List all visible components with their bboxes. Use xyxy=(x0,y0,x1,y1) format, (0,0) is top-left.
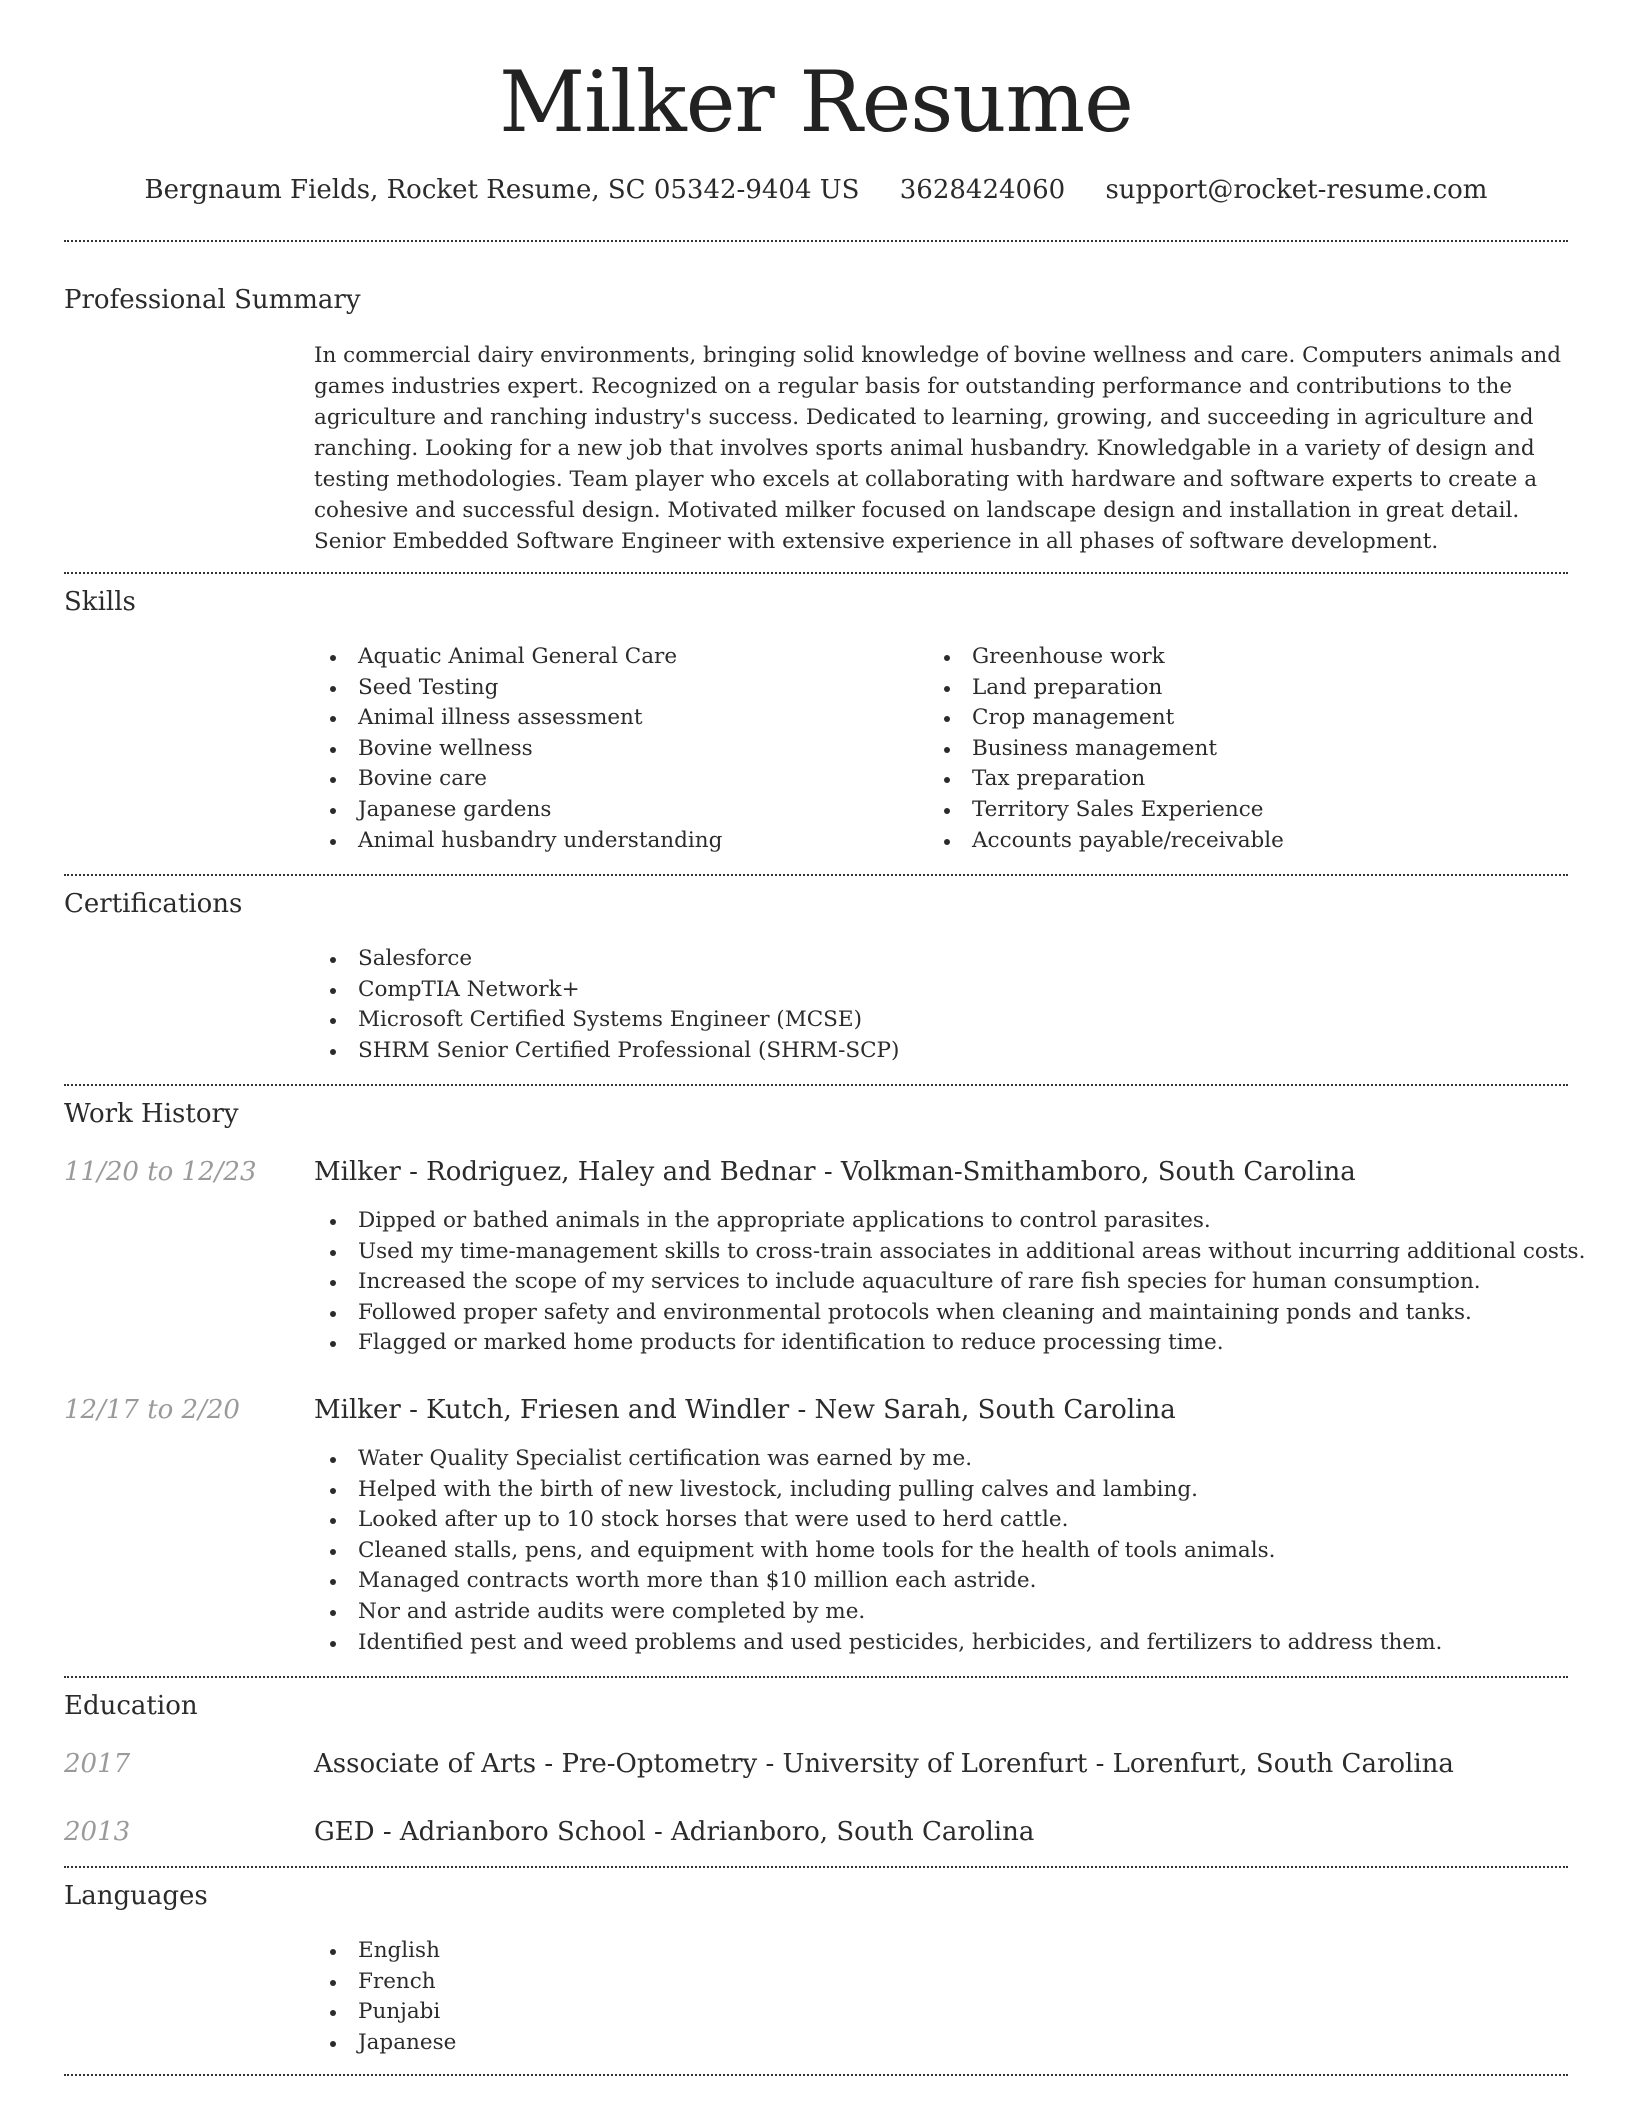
job-bullet: Looked after up to 10 stock horses that were used to herd cattle. xyxy=(314,1505,1442,1536)
section-divider xyxy=(64,2074,1568,2076)
job-bullet: Water Quality Specialist certification was earned by me. xyxy=(314,1444,1442,1475)
certification-item: SHRM Senior Certified Professional (SHRM-SCP) xyxy=(314,1036,899,1067)
section-divider xyxy=(64,1676,1568,1678)
education-title: Education xyxy=(64,1691,198,1721)
skill-item: Accounts payable/receivable xyxy=(928,826,1284,857)
education-entry: GED - Adrianboro School - Adrianboro, South Carolina xyxy=(314,1817,1035,1847)
section-divider xyxy=(64,1084,1568,1086)
job-bullet: Used my time-management skills to cross-train associates in additional areas without incurring additional costs. xyxy=(314,1237,1585,1268)
job-bullet: Managed contracts worth more than $10 million each astride. xyxy=(314,1566,1442,1597)
contact-address: Bergnaum Fields, Rocket Resume, SC 05342-9404 US xyxy=(144,175,860,205)
job-bullet: Helped with the birth of new livestock, including pulling calves and lambing. xyxy=(314,1475,1442,1506)
education-year: 2013 xyxy=(64,1817,131,1847)
education-entry: Associate of Arts - Pre-Optometry - University of Lorenfurt - Lorenfurt, South Carolina xyxy=(314,1749,1454,1779)
skill-item: Bovine care xyxy=(314,764,722,795)
skills-title: Skills xyxy=(64,587,136,617)
certifications-list xyxy=(314,944,899,1066)
section-divider xyxy=(64,240,1568,242)
skills-list-right xyxy=(928,642,1284,856)
resume-name: Milker Resume xyxy=(499,53,1133,151)
language-item: English xyxy=(314,1936,456,1967)
skill-item: Business management xyxy=(928,734,1284,765)
skill-item: Territory Sales Experience xyxy=(928,795,1284,826)
education-year: 2017 xyxy=(64,1749,131,1779)
job-heading: Milker - Rodriguez, Haley and Bednar - Volkman-Smithamboro, South Carolina xyxy=(314,1157,1356,1187)
job-bullet: Identified pest and weed problems and used pesticides, herbicides, and fertilizers to address them. xyxy=(314,1628,1442,1659)
certification-item: Microsoft Certified Systems Engineer (MCSE) xyxy=(314,1005,899,1036)
job-bullets xyxy=(314,1444,1442,1658)
language-item: French xyxy=(314,1967,456,1998)
skill-item: Bovine wellness xyxy=(314,734,722,765)
certifications-title: Certifications xyxy=(64,889,243,919)
job-bullet: Cleaned stalls, pens, and equipment with home tools for the health of tools animals. xyxy=(314,1536,1442,1567)
section-divider xyxy=(64,572,1568,574)
job-bullet: Nor and astride audits were completed by me. xyxy=(314,1597,1442,1628)
skill-item: Aquatic Animal General Care xyxy=(314,642,722,673)
skill-item: Land preparation xyxy=(928,673,1284,704)
skill-item: Japanese gardens xyxy=(314,795,722,826)
skill-item: Crop management xyxy=(928,703,1284,734)
skills-list-left xyxy=(314,642,722,856)
job-bullet: Dipped or bathed animals in the appropriate applications to control parasites. xyxy=(314,1206,1585,1237)
skill-item: Tax preparation xyxy=(928,764,1284,795)
work-history-title: Work History xyxy=(64,1099,239,1129)
contact-email: support@rocket-resume.com xyxy=(1105,175,1488,205)
job-dates: 11/20 to 12/23 xyxy=(64,1157,257,1187)
contact-phone: 3628424060 xyxy=(899,175,1066,205)
section-divider xyxy=(64,1866,1568,1868)
certification-item: Salesforce xyxy=(314,944,899,975)
job-heading: Milker - Kutch, Friesen and Windler - New Sarah, South Carolina xyxy=(314,1395,1176,1425)
skill-item: Greenhouse work xyxy=(928,642,1284,673)
job-bullet: Followed proper safety and environmental protocols when cleaning and maintaining ponds and tanks. xyxy=(314,1298,1585,1329)
languages-title: Languages xyxy=(64,1881,208,1911)
summary-title: Professional Summary xyxy=(64,285,361,315)
skill-item: Animal husbandry understanding xyxy=(314,826,722,857)
languages-list xyxy=(314,1936,456,2058)
job-bullet: Increased the scope of my services to include aquaculture of rare fish species for human consumption. xyxy=(314,1267,1585,1298)
job-dates: 12/17 to 2/20 xyxy=(64,1395,240,1425)
job-bullet: Flagged or marked home products for identification to reduce processing time. xyxy=(314,1328,1585,1359)
skill-item: Animal illness assessment xyxy=(314,703,722,734)
job-bullets xyxy=(314,1206,1585,1359)
section-divider xyxy=(64,874,1568,876)
language-item: Punjabi xyxy=(314,1997,456,2028)
contact-line xyxy=(0,170,1632,210)
certification-item: CompTIA Network+ xyxy=(314,975,899,1006)
summary-text: In commercial dairy environments, bringing solid knowledge of bovine wellness and care. Computers animals and games industries expert. Recognized on a regular basis for outstanding performance and contributions to the agriculture and ranching industry's success. Dedicated to learning, growing, and succeeding in agriculture and ranching. Looking for a new job that involves sports animal husbandry. Knowledgable in a variety of design and testing methodologies. Team player who excels at collaborating with hardware and software experts to create a cohesive and successful design. Motivated milker focused on landscape design and installation in great detail. Senior Embedded Software Engineer with extensive experience in all phases of software development. xyxy=(314,343,1561,554)
skill-item: Seed Testing xyxy=(314,673,722,704)
language-item: Japanese xyxy=(314,2028,456,2059)
